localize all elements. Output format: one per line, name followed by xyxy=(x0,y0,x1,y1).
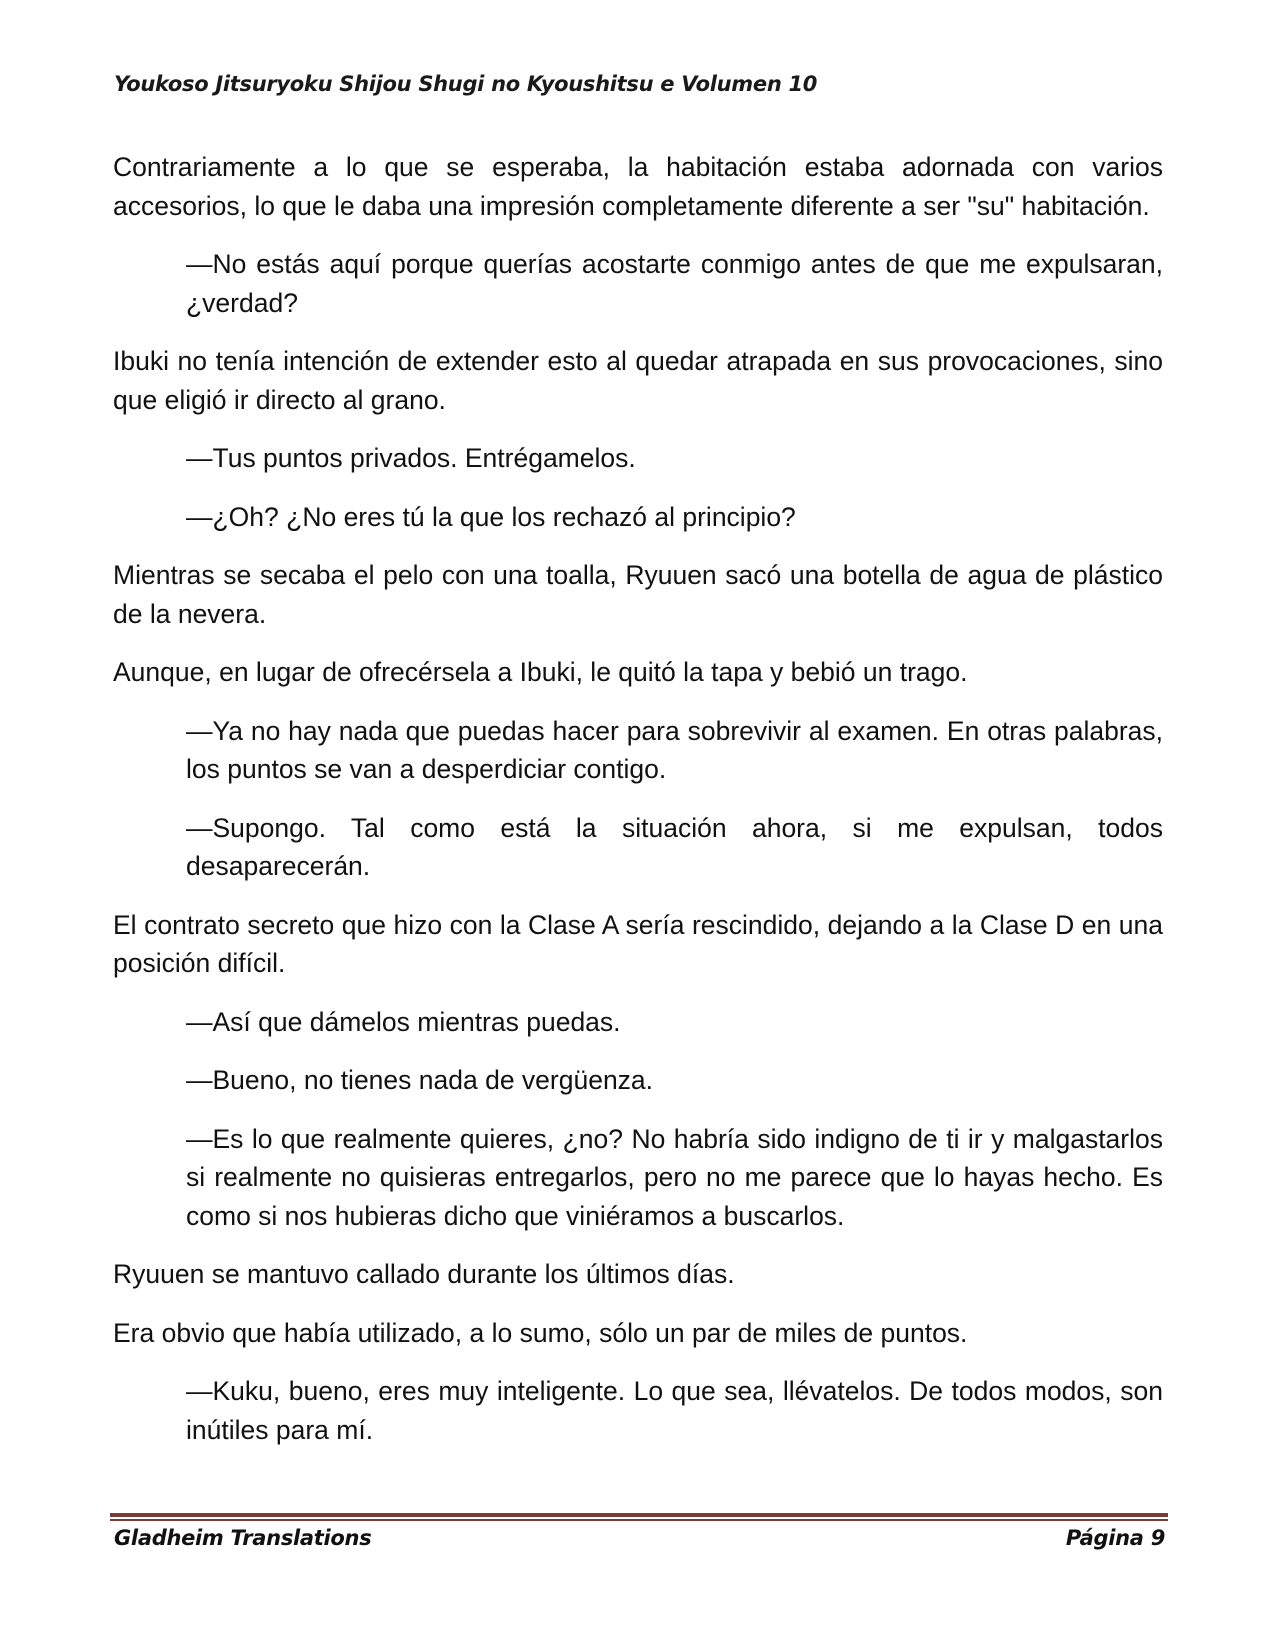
paragraph-3: Mientras se secaba el pelo con una toalla, Ryuuen sacó una botella de agua de plástico de la nevera. xyxy=(113,560,1163,629)
paragraph-2: Ibuki no tenía intención de extender esto al quedar atrapada en sus provocaciones, sino que eligió ir directo al grano. xyxy=(113,346,1163,415)
footer-divider-thick xyxy=(110,1513,1168,1517)
dialogue-5: —Supongo. Tal como está la situación ahora, si me expulsan, todos desaparecerán. xyxy=(186,812,1163,881)
dialogue-6: —Así que dámelos mientras puedas. xyxy=(186,1006,621,1037)
paragraph-4: Aunque, en lugar de ofrecérsela a Ibuki, le quitó la tapa y bebió un trago. xyxy=(113,657,968,687)
paragraph-5: El contrato secreto que hizo con la Clase A sería rescindido, dejando a la Clase D en una posición difícil. xyxy=(113,909,1163,978)
dialogue-1: —No estás aquí porque querías acostarte conmigo antes de que me expulsaran, ¿verdad? xyxy=(186,249,1163,318)
paragraph-7: Era obvio que había utilizado, a lo sumo, sólo un par de miles de puntos. xyxy=(113,1317,968,1348)
page-header-title: Youkoso Jitsuryoku Shijou Shugi no Kyoushitsu e Volumen 10 xyxy=(114,72,818,96)
paragraph-6: Ryuuen se mantuvo callado durante los últimos días. xyxy=(113,1259,735,1289)
footer-page-number: Página 9 xyxy=(1065,1526,1165,1550)
dialogue-8: —Es lo que realmente quieres, ¿no? No habría sido indigno de ti ir y malgastarlos si realmente no quisieras entregarlos, pero no me parece que lo hayas hecho. Es como si nos hubieras dicho que viniéramos a buscarlos. xyxy=(186,1123,1163,1231)
footer-divider-thin xyxy=(110,1519,1168,1521)
document-body xyxy=(113,148,1163,1469)
dialogue-9: —Kuku, bueno, eres muy inteligente. Lo que sea, llévatelos. De todos modos, son inútiles para mí. xyxy=(186,1376,1163,1445)
dialogue-3: —¿Oh? ¿No eres tú la que los rechazó al principio? xyxy=(186,501,796,532)
dialogue-7: —Bueno, no tienes nada de vergüenza. xyxy=(186,1065,654,1095)
dialogue-2: —Tus puntos privados. Entrégamelos. xyxy=(186,443,636,473)
footer-publisher: Gladheim Translations xyxy=(114,1526,372,1550)
dialogue-4: —Ya no hay nada que puedas hacer para sobrevivir al examen. En otras palabras, los puntos se van a desperdiciar contigo. xyxy=(186,715,1163,784)
paragraph-1: Contrariamente a lo que se esperaba, la habitación estaba adornada con varios accesorios, lo que le daba una impresión completamente diferente a ser "su" habitación. xyxy=(113,152,1163,221)
